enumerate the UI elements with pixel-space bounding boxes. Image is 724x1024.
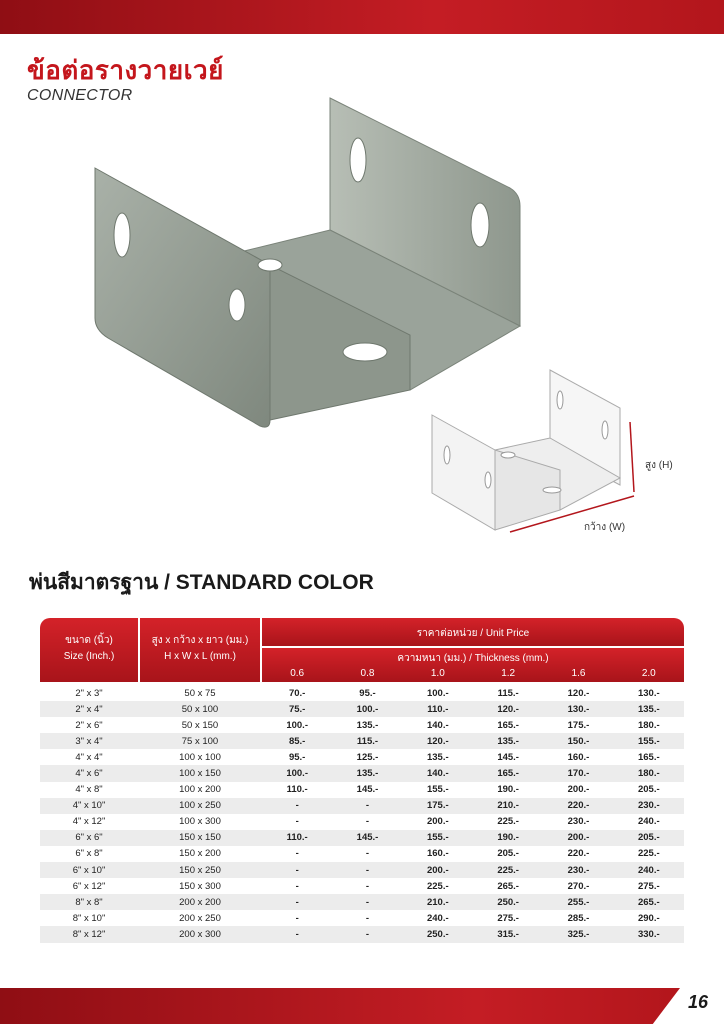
size-cell: 4" x 12" [72, 816, 106, 828]
price-cell: 100.- [356, 703, 379, 715]
price-cell: 150.- [567, 735, 590, 747]
thickness-col-header: 1.2 [501, 668, 516, 679]
price-cell: - [365, 880, 370, 892]
section-title: พ่นสีมาตรฐาน / STANDARD COLOR [29, 571, 374, 594]
price-cell: 115.- [497, 687, 519, 699]
price-cell: 145.- [356, 784, 379, 796]
dimension-diagram [420, 360, 710, 550]
price-cell: - [365, 896, 370, 908]
price-cell: 230.- [567, 864, 590, 876]
size-cell: 6" x 6" [75, 832, 103, 844]
size-cell: 4" x 8" [75, 784, 103, 796]
table-row [40, 814, 684, 830]
dimension-column-header [140, 618, 260, 682]
size-cell: 2" x 4" [75, 703, 103, 715]
price-cell: - [295, 912, 299, 924]
price-cell: 270.- [567, 880, 590, 892]
price-cell: 205.- [497, 848, 519, 860]
price-cell: 140.- [426, 719, 449, 731]
price-cell: 130.- [567, 703, 590, 715]
price-cell: 210.- [426, 896, 449, 908]
dimension-cell: 100 x 250 [179, 800, 221, 812]
price-cell: 200.- [426, 816, 449, 828]
table-row [40, 926, 684, 942]
price-cell: 155.- [426, 832, 449, 844]
price-cell: 255.- [567, 896, 590, 908]
dimension-cell: 200 x 200 [179, 896, 221, 908]
price-cell: 70.- [288, 687, 306, 699]
price-cell: 285.- [567, 912, 590, 924]
price-cell: 165.- [497, 768, 519, 780]
dimension-cell: 200 x 300 [179, 928, 221, 940]
price-cell: 200.- [426, 864, 449, 876]
price-cell: 155.- [637, 735, 660, 747]
unit-price-thai: ราคาต่อหน่วย [416, 628, 478, 639]
price-cell: 225.- [426, 880, 449, 892]
price-cell: 155.- [426, 784, 449, 796]
price-cell: 165.- [497, 719, 519, 731]
dimension-cell: 50 x 100 [181, 703, 219, 715]
bottom-banner [0, 988, 680, 1024]
size-cell: 8" x 8" [75, 896, 103, 908]
price-cell: 145.- [497, 751, 519, 763]
price-cell: - [295, 864, 299, 876]
thickness-label [262, 651, 684, 666]
thickness-col-header: 1.0 [430, 668, 445, 679]
price-cell: 190.- [497, 832, 519, 844]
dimension-cell: 75 x 100 [181, 735, 219, 747]
table-row [40, 846, 684, 862]
thickness-header [262, 648, 684, 682]
size-cell: 4" x 10" [72, 800, 106, 812]
price-cell: 315.- [497, 928, 519, 940]
price-cell: 225.- [497, 864, 519, 876]
table-row [40, 782, 684, 798]
dimension-cell: 150 x 300 [179, 880, 221, 892]
price-cell: 125.- [356, 751, 379, 763]
top-banner [0, 0, 724, 34]
dimension-cell: 50 x 75 [184, 687, 216, 699]
table-row [40, 894, 684, 910]
price-cell: 110.- [286, 784, 308, 796]
dimension-cell: 200 x 250 [179, 912, 221, 924]
page-number: 16 [688, 992, 709, 1012]
price-cell: 120.- [567, 687, 590, 699]
price-cell: 205.- [637, 832, 660, 844]
price-cell: 265.- [497, 880, 519, 892]
price-cell: 120.- [426, 735, 449, 747]
dimension-cell: 50 x 150 [181, 719, 219, 731]
price-cell: 175.- [567, 719, 590, 731]
size-header-english: Size (Inch.) [63, 651, 115, 662]
price-cell: 205.- [637, 784, 660, 796]
size-cell: 6" x 8" [75, 848, 103, 860]
price-cell: 145.- [356, 832, 379, 844]
table-row [40, 717, 684, 733]
price-cell: 225.- [497, 816, 519, 828]
size-header-thai: ขนาด (นิ้ว) [65, 635, 113, 646]
table-row [40, 749, 684, 765]
price-table [40, 618, 684, 943]
price-cell: 250.- [426, 928, 449, 940]
dimension-cell: 150 x 250 [179, 864, 221, 876]
price-cell: - [295, 816, 299, 828]
size-cell: 4" x 6" [75, 768, 103, 780]
size-cell: 8" x 10" [72, 912, 106, 924]
price-cell: 240.- [426, 912, 449, 924]
price-cell: 135.- [426, 751, 449, 763]
unit-price-label [262, 626, 684, 641]
dimension-cell: 150 x 200 [179, 848, 221, 860]
table-row [40, 701, 684, 717]
price-cell: 140.- [426, 768, 449, 780]
unit-price-english: / Unit Price [477, 628, 530, 639]
price-cell: 100.- [286, 719, 308, 731]
price-cell: 115.- [356, 735, 379, 747]
price-cell: 180.- [637, 768, 660, 780]
price-cell: 180.- [637, 719, 660, 731]
thickness-col-header: 0.6 [290, 668, 305, 679]
table-row [40, 910, 684, 926]
thickness-columns [262, 668, 684, 679]
price-cell: - [365, 864, 370, 876]
price-cell: - [295, 896, 299, 908]
price-cell: 120.- [497, 703, 519, 715]
price-cell: - [365, 848, 370, 860]
thickness-english: / Thickness (mm.) [466, 653, 549, 664]
price-cell: - [295, 848, 299, 860]
price-cell: 135.- [497, 735, 519, 747]
size-cell: 3" x 4" [75, 735, 103, 747]
price-cell: 250.- [497, 896, 519, 908]
size-cell: 6" x 12" [72, 880, 106, 892]
price-cell: - [365, 912, 370, 924]
price-cell: 275.- [497, 912, 519, 924]
price-cell: 95.- [288, 751, 306, 763]
price-cell: 330.- [637, 928, 660, 940]
price-cell: - [295, 800, 299, 812]
price-cell: 165.- [637, 751, 660, 763]
dimension-cell: 100 x 300 [179, 816, 221, 828]
price-cell: 325.- [567, 928, 590, 940]
price-cell: 85.- [288, 735, 306, 747]
price-cell: 210.- [497, 800, 519, 812]
price-cell: 200.- [567, 784, 590, 796]
price-cell: 240.- [637, 864, 660, 876]
price-cell: 190.- [497, 784, 519, 796]
price-cell: 275.- [637, 880, 660, 892]
thickness-col-header: 0.8 [360, 668, 375, 679]
price-cell: 100.- [426, 687, 449, 699]
thickness-col-header: 2.0 [641, 668, 656, 679]
price-cell: 110.- [286, 832, 308, 844]
price-cell: - [365, 800, 370, 812]
price-cell: 220.- [567, 800, 590, 812]
dimension-cell: 100 x 150 [179, 768, 221, 780]
width-label: กว้าง (W) [584, 522, 626, 533]
price-cell: 200.- [567, 832, 590, 844]
price-cell: 135.- [356, 768, 379, 780]
size-cell: 4" x 4" [75, 751, 103, 763]
table-row [40, 798, 684, 814]
price-cell: 175.- [426, 800, 449, 812]
price-cell: 95.- [359, 687, 376, 699]
height-label: สูง (H) [645, 460, 673, 471]
size-column-header [40, 618, 138, 682]
price-cell: - [365, 816, 370, 828]
price-cell: 130.- [637, 687, 660, 699]
dimension-header-english: H x W x L (mm.) [164, 651, 236, 662]
table-header [40, 618, 684, 682]
table-row [40, 862, 684, 878]
table-row [40, 733, 684, 749]
price-cell: 220.- [567, 848, 590, 860]
dimension-cell: 100 x 200 [179, 784, 221, 796]
price-cell: 265.- [637, 896, 660, 908]
price-cell: - [365, 928, 370, 940]
price-cell: - [295, 928, 299, 940]
size-cell: 6" x 10" [72, 864, 106, 876]
product-title-thai: ข้อต่อรางวายเวย์ [27, 55, 224, 85]
table-row [40, 830, 684, 846]
price-cell: 225.- [637, 848, 660, 860]
table-row [40, 878, 684, 894]
table-row [40, 765, 684, 781]
size-cell: 2" x 6" [75, 719, 103, 731]
price-cell: 75.- [288, 703, 306, 715]
price-cell: 135.- [356, 719, 379, 731]
dimension-cell: 150 x 150 [179, 832, 221, 844]
dimension-cell: 100 x 100 [179, 751, 221, 763]
price-cell: 160.- [426, 848, 449, 860]
price-cell: 290.- [637, 912, 660, 924]
price-cell: 160.- [567, 751, 590, 763]
price-cell: 135.- [637, 703, 660, 715]
price-cell: 170.- [567, 768, 590, 780]
size-cell: 8" x 12" [72, 928, 106, 940]
dimension-header-thai: สูง x กว้าง x ยาว (มม.) [151, 635, 249, 646]
table-body [40, 685, 684, 943]
product-title-english: CONNECTOR [27, 87, 133, 104]
price-cell: 110.- [427, 703, 449, 715]
price-cell: 230.- [567, 816, 590, 828]
thickness-col-header: 1.6 [571, 668, 586, 679]
table-row [40, 685, 684, 701]
price-cell: 240.- [637, 816, 660, 828]
price-cell: - [295, 880, 299, 892]
thickness-thai: ความหนา (มม.) [397, 653, 467, 664]
price-cell: 230.- [637, 800, 660, 812]
unit-price-header [262, 618, 684, 646]
price-cell: 100.- [286, 768, 308, 780]
size-cell: 2" x 3" [75, 687, 103, 699]
